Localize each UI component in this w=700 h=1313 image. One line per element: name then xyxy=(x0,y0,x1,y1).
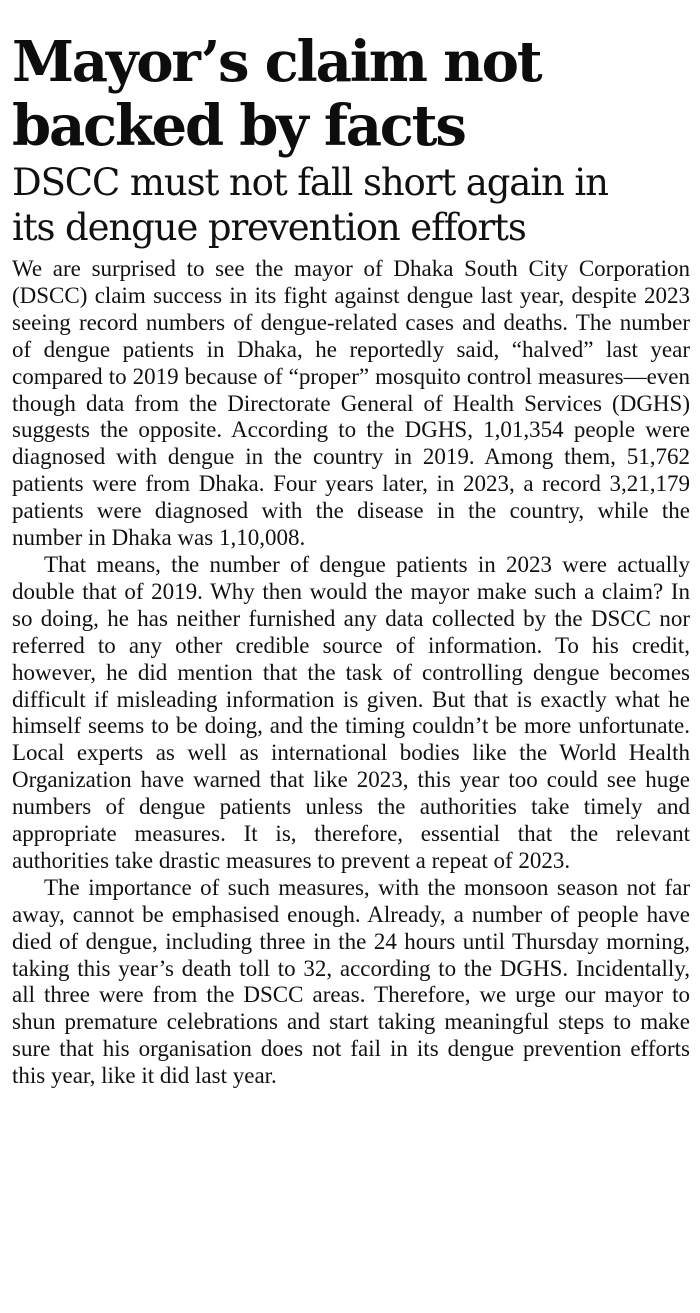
headline xyxy=(12,0,690,158)
paragraph-1: We are surprised to see the mayor of Dhaka South City Corporation (DSCC) claim success in its fight against dengue last year, despite 2023 seeing record numbers of dengue-related cases and deaths. The number of dengue patients in Dhaka, he reportedly said, “halved” last year compared to 2019 because of “proper” mosquito control measures—even though data from the Directorate General of Health Services (DGHS) suggests the opposite. According to the DGHS, 1,01,354 people were diagnosed with dengue in the country in 2019. Among them, 51,762 patients were from Dhaka. Four years later, in 2023, a record 3,21,179 patients were diagnosed with the disease in the country, while the number in Dhaka was 1,10,008. xyxy=(12,256,690,551)
headline-line-2: backed by facts xyxy=(12,93,465,159)
subheadline-line-2: its dengue prevention efforts xyxy=(12,206,526,249)
headline-line-1: Mayor’s claim not xyxy=(12,29,541,95)
article-body xyxy=(12,256,690,1090)
paragraph-3: The importance of such measures, with the monsoon season not far away, cannot be emphasised enough. Already, a number of people have died of dengue, including three in the 24 hours until Thursday morning, taking this year’s death toll to 32, according to the DGHS. Incidentally, all three were from the DSCC areas. Therefore, we urge our mayor to shun premature celebrations and start taking meaningful steps to make sure that his organisation does not fail in its dengue prevention efforts this year, like it did last year. xyxy=(12,874,690,1089)
paragraph-2: That means, the number of dengue patients in 2023 were actually double that of 2019. Why then would the mayor make such a claim? In so doing, he has neither furnished any data collected by the DSCC nor referred to any other credible source of information. To his credit, however, he did mention that the task of controlling dengue becomes difficult if misleading information is given. But that is exactly what he himself seems to be doing, and the timing couldn’t be more unfortunate. Local experts as well as international bodies like the World Health Organization have warned that like 2023, this year too could see huge numbers of dengue patients unless the authorities take timely and appropriate measures. It is, therefore, essential that the relevant authorities take drastic measures to prevent a repeat of 2023. xyxy=(12,551,690,873)
subheadline-line-1: DSCC must not fall short again in xyxy=(12,161,608,204)
subheadline xyxy=(12,158,690,250)
